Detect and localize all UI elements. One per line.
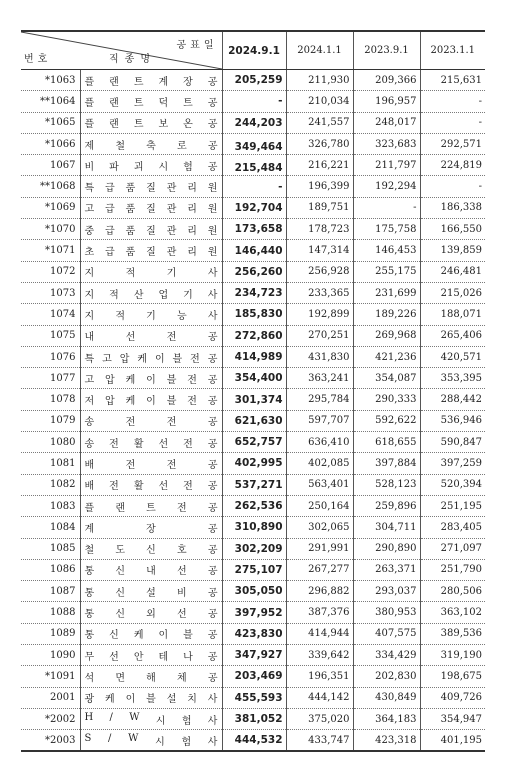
job-name-text: 배 전 활 선 전 공: [84, 481, 218, 493]
job-name-text: 무 선 안 테 나 공: [84, 651, 218, 663]
job-code: 1082: [21, 474, 80, 495]
column-header-2023-1-1: 2023.1.1: [420, 31, 485, 70]
wage-2024-9-1: 381,052: [222, 708, 286, 729]
wage-2024-1-1: 636,410: [286, 432, 353, 453]
job-name-text: 통 신 케 이 블 공: [84, 630, 218, 642]
wage-2023-9-1: 263,371: [353, 559, 420, 580]
job-code: 1089: [21, 623, 80, 644]
wage-2024-9-1: 354,400: [222, 368, 286, 389]
wage-2023-1-1: 186,338: [420, 197, 485, 218]
job-name: [80, 70, 222, 91]
table-row: [21, 261, 485, 282]
wage-2024-1-1: 302,065: [286, 517, 353, 538]
wage-2024-1-1: 291,991: [286, 538, 353, 559]
job-code: 1088: [21, 602, 80, 623]
wage-2023-1-1: 292,571: [420, 133, 485, 154]
table-row: [21, 730, 485, 751]
job-code: *2002: [21, 708, 80, 729]
wage-2024-9-1: -: [222, 91, 286, 112]
wage-2023-1-1: 409,726: [420, 687, 485, 708]
number-label: 번호: [24, 54, 52, 65]
table-row: [21, 282, 485, 303]
job-name-text: 제 철 축 로 공: [84, 140, 218, 152]
wage-2023-1-1: 251,195: [420, 495, 485, 516]
job-code: *1063: [21, 70, 80, 91]
job-name-text: 고 압 케 이 블 전 공: [84, 374, 218, 386]
job-code: 1083: [21, 495, 80, 516]
job-name-text: 플 랜 트 계 장 공: [84, 76, 218, 88]
job-name: [80, 368, 222, 389]
job-code: *1066: [21, 133, 80, 154]
wage-2023-9-1: 290,890: [353, 538, 420, 559]
job-name-text: 플 랜 트 전 공: [84, 502, 218, 514]
wage-2024-9-1: 347,927: [222, 645, 286, 666]
job-name: [80, 453, 222, 474]
wage-2023-9-1: 211,797: [353, 155, 420, 176]
job-name: [80, 581, 222, 602]
table-row: [21, 155, 485, 176]
wage-2023-1-1: 224,819: [420, 155, 485, 176]
job-code: 1080: [21, 432, 80, 453]
wage-2023-1-1: 397,259: [420, 453, 485, 474]
wage-2024-9-1: 192,704: [222, 197, 286, 218]
job-code: *1071: [21, 240, 80, 261]
table-row: [21, 176, 485, 197]
job-code: 1078: [21, 389, 80, 410]
job-name: [80, 304, 222, 325]
wage-2024-1-1: 211,930: [286, 70, 353, 91]
job-code: **1064: [21, 91, 80, 112]
job-name-text: H / W 시 험 사: [84, 711, 218, 727]
job-name-text: 플 랜 트 덕 트 공: [84, 97, 218, 109]
wage-2024-1-1: 363,241: [286, 368, 353, 389]
wage-2023-9-1: 528,123: [353, 474, 420, 495]
wage-2023-1-1: 166,550: [420, 219, 485, 240]
wage-2023-9-1: 354,087: [353, 368, 420, 389]
job-name-text: 지 적 산 업 기 사: [84, 289, 218, 301]
job-code: 1075: [21, 325, 80, 346]
job-name: [80, 474, 222, 495]
job-code: 1084: [21, 517, 80, 538]
job-name-text: 지 적 기 사: [84, 268, 218, 280]
diagonal-header-cell: [21, 31, 222, 70]
job-name-text: 철 도 신 호 공: [84, 545, 218, 557]
column-header-2024-1-1: 2024.1.1: [286, 31, 353, 70]
wage-2023-9-1: 430,849: [353, 687, 420, 708]
wage-2024-1-1: 196,399: [286, 176, 353, 197]
wage-2024-9-1: 621,630: [222, 410, 286, 431]
wage-2024-9-1: 302,209: [222, 538, 286, 559]
wage-2023-9-1: 407,575: [353, 623, 420, 644]
wage-2023-9-1: 269,968: [353, 325, 420, 346]
job-code: *1070: [21, 219, 80, 240]
wage-2024-1-1: 431,830: [286, 346, 353, 367]
job-name-text: 특 급 품 질 관 리 원: [84, 183, 218, 195]
table-row: [21, 645, 485, 666]
job-name: [80, 197, 222, 218]
job-code: 1077: [21, 368, 80, 389]
job-name: [80, 261, 222, 282]
wage-2024-9-1: 244,203: [222, 112, 286, 133]
wage-2024-9-1: 203,469: [222, 666, 286, 687]
job-code: *1069: [21, 197, 80, 218]
job-code: 1067: [21, 155, 80, 176]
table-header-row: [21, 31, 485, 70]
table-row: [21, 410, 485, 431]
job-name-text: 통 신 내 선 공: [84, 566, 218, 578]
job-name-text: 비 파 괴 시 험 공: [84, 161, 218, 173]
wage-2024-1-1: 250,164: [286, 495, 353, 516]
job-code: *2003: [21, 730, 80, 751]
job-name-label: 직종명: [109, 54, 156, 65]
wage-2023-1-1: 353,395: [420, 368, 485, 389]
job-code: **1068: [21, 176, 80, 197]
wage-2023-1-1: -: [420, 112, 485, 133]
table-row: [21, 91, 485, 112]
wage-2023-1-1: 265,406: [420, 325, 485, 346]
job-code: 1074: [21, 304, 80, 325]
table-row: [21, 240, 485, 261]
table-row: [21, 432, 485, 453]
wage-2024-9-1: 397,952: [222, 602, 286, 623]
wage-2024-9-1: 262,536: [222, 495, 286, 516]
job-name-text: 송 전 전 공: [84, 417, 218, 429]
wage-2023-9-1: 380,953: [353, 602, 420, 623]
job-name-text: 배 전 전 공: [84, 459, 218, 471]
table-body: [21, 70, 485, 752]
wage-2023-1-1: 590,847: [420, 432, 485, 453]
table-row: [21, 687, 485, 708]
wage-2023-9-1: 255,175: [353, 261, 420, 282]
job-name: [80, 666, 222, 687]
wage-2023-9-1: 259,896: [353, 495, 420, 516]
job-code: *1065: [21, 112, 80, 133]
job-name: [80, 155, 222, 176]
wage-2024-1-1: 267,277: [286, 559, 353, 580]
job-name-text: S / W 시 험 사: [84, 732, 218, 748]
table-row: [21, 559, 485, 580]
wage-2023-1-1: 246,481: [420, 261, 485, 282]
wage-2024-1-1: 597,707: [286, 410, 353, 431]
job-name: [80, 602, 222, 623]
wage-2024-9-1: 256,260: [222, 261, 286, 282]
wage-2024-1-1: 326,780: [286, 133, 353, 154]
job-name: [80, 282, 222, 303]
wage-2024-9-1: 301,374: [222, 389, 286, 410]
table-row: [21, 368, 485, 389]
wage-2024-1-1: 563,401: [286, 474, 353, 495]
job-name: [80, 730, 222, 751]
wage-2023-9-1: 189,226: [353, 304, 420, 325]
job-name-text: 통 신 외 선 공: [84, 609, 218, 621]
wage-2024-9-1: 444,532: [222, 730, 286, 751]
table-row: [21, 581, 485, 602]
wage-2023-1-1: 288,442: [420, 389, 485, 410]
job-name: [80, 91, 222, 112]
job-name-text: 중 급 품 질 관 리 원: [84, 225, 218, 237]
table-row: [21, 474, 485, 495]
table-row: [21, 346, 485, 367]
wage-2023-9-1: 421,236: [353, 346, 420, 367]
job-name-text: 송 전 활 선 전 공: [84, 438, 218, 450]
wage-2023-1-1: 139,859: [420, 240, 485, 261]
job-name: [80, 240, 222, 261]
job-name: [80, 645, 222, 666]
wage-2024-1-1: 147,314: [286, 240, 353, 261]
wage-2023-9-1: 209,366: [353, 70, 420, 91]
wage-table-container: [21, 30, 485, 752]
table-row: [21, 219, 485, 240]
wage-2024-1-1: 402,085: [286, 453, 353, 474]
job-code: 2001: [21, 687, 80, 708]
job-name-text: 내 선 전 공: [84, 332, 218, 344]
wage-2023-1-1: -: [420, 176, 485, 197]
table-row: [21, 304, 485, 325]
wage-2024-9-1: 275,107: [222, 559, 286, 580]
wage-2023-1-1: 198,675: [420, 666, 485, 687]
wage-2024-9-1: 349,464: [222, 133, 286, 154]
wage-2024-1-1: 414,944: [286, 623, 353, 644]
table-row: [21, 325, 485, 346]
wage-2023-1-1: 271,097: [420, 538, 485, 559]
wage-2024-9-1: -: [222, 176, 286, 197]
wage-2024-9-1: 537,271: [222, 474, 286, 495]
table-row: [21, 453, 485, 474]
table-row: [21, 666, 485, 687]
table-row: [21, 70, 485, 91]
table-row: [21, 389, 485, 410]
job-name: [80, 495, 222, 516]
job-name-text: 초 급 품 질 관 리 원: [84, 247, 218, 259]
wage-2023-9-1: 334,429: [353, 645, 420, 666]
wage-2023-9-1: 397,884: [353, 453, 420, 474]
wage-2024-9-1: 205,259: [222, 70, 286, 91]
wage-table: [21, 30, 485, 752]
table-row: [21, 623, 485, 644]
wage-2024-1-1: 241,557: [286, 112, 353, 133]
wage-2023-9-1: 248,017: [353, 112, 420, 133]
job-name: [80, 410, 222, 431]
wage-2024-1-1: 256,928: [286, 261, 353, 282]
job-code: 1085: [21, 538, 80, 559]
job-name-text: 통 신 설 비 공: [84, 587, 218, 599]
wage-2024-9-1: 310,890: [222, 517, 286, 538]
column-header-2023-9-1: 2023.9.1: [353, 31, 420, 70]
job-name: [80, 687, 222, 708]
job-name: [80, 432, 222, 453]
job-name: [80, 219, 222, 240]
wage-2024-1-1: 210,034: [286, 91, 353, 112]
wage-2024-1-1: 192,899: [286, 304, 353, 325]
wage-2023-1-1: 215,631: [420, 70, 485, 91]
table-row: [21, 495, 485, 516]
wage-2024-9-1: 185,830: [222, 304, 286, 325]
job-name-text: 특 고 압 케 이 블 전 공: [84, 353, 218, 365]
wage-2023-1-1: 389,536: [420, 623, 485, 644]
wage-2023-9-1: 323,683: [353, 133, 420, 154]
wage-2023-1-1: 188,071: [420, 304, 485, 325]
table-row: [21, 197, 485, 218]
wage-2024-1-1: 296,882: [286, 581, 353, 602]
job-code: 1081: [21, 453, 80, 474]
table-row: [21, 112, 485, 133]
table-row: [21, 602, 485, 623]
wage-2023-9-1: 293,037: [353, 581, 420, 602]
wage-2024-9-1: 652,757: [222, 432, 286, 453]
job-code: *1091: [21, 666, 80, 687]
wage-2023-1-1: 354,947: [420, 708, 485, 729]
table-row: [21, 133, 485, 154]
wage-2024-1-1: 178,723: [286, 219, 353, 240]
wage-2024-9-1: 215,484: [222, 155, 286, 176]
wage-2023-1-1: 363,102: [420, 602, 485, 623]
wage-2023-9-1: 231,699: [353, 282, 420, 303]
job-code: 1086: [21, 559, 80, 580]
job-name-text: 석 면 해 체 공: [84, 672, 218, 684]
job-name-text: 고 급 품 질 관 리 원: [84, 204, 218, 216]
wage-2023-9-1: 202,830: [353, 666, 420, 687]
job-name-text: 계 장 공: [84, 523, 218, 535]
wage-2024-1-1: 295,784: [286, 389, 353, 410]
job-code: 1073: [21, 282, 80, 303]
column-header-2024-9-1: 2024.9.1: [222, 31, 286, 70]
wage-2023-1-1: 319,190: [420, 645, 485, 666]
job-name: [80, 112, 222, 133]
job-name-text: 저 압 케 이 블 전 공: [84, 396, 218, 408]
wage-2024-1-1: 196,351: [286, 666, 353, 687]
wage-2023-9-1: 175,758: [353, 219, 420, 240]
job-name: [80, 708, 222, 729]
wage-2023-9-1: 304,711: [353, 517, 420, 538]
job-name: [80, 389, 222, 410]
wage-2023-1-1: 283,405: [420, 517, 485, 538]
job-name-text: 지 적 기 능 사: [84, 310, 218, 322]
wage-2024-1-1: 339,642: [286, 645, 353, 666]
wage-2024-1-1: 233,365: [286, 282, 353, 303]
job-name: [80, 559, 222, 580]
table-row: [21, 517, 485, 538]
wage-2023-9-1: 146,453: [353, 240, 420, 261]
wage-2024-1-1: 375,020: [286, 708, 353, 729]
wage-2024-1-1: 433,747: [286, 730, 353, 751]
table-row: [21, 538, 485, 559]
announce-date-label: 공표일: [176, 40, 218, 51]
wage-2023-1-1: 251,790: [420, 559, 485, 580]
job-code: 1090: [21, 645, 80, 666]
wage-2023-9-1: 618,655: [353, 432, 420, 453]
wage-2024-9-1: 402,995: [222, 453, 286, 474]
wage-2023-9-1: 196,957: [353, 91, 420, 112]
job-name: [80, 346, 222, 367]
wage-2024-9-1: 146,440: [222, 240, 286, 261]
wage-2024-9-1: 173,658: [222, 219, 286, 240]
wage-2023-1-1: 280,506: [420, 581, 485, 602]
wage-2023-9-1: 290,333: [353, 389, 420, 410]
job-name: [80, 176, 222, 197]
job-name: [80, 623, 222, 644]
job-name: [80, 517, 222, 538]
wage-2024-1-1: 216,221: [286, 155, 353, 176]
wage-2024-9-1: 423,830: [222, 623, 286, 644]
wage-2023-1-1: 520,394: [420, 474, 485, 495]
wage-2024-9-1: 234,723: [222, 282, 286, 303]
wage-2024-9-1: 272,860: [222, 325, 286, 346]
wage-2023-9-1: 592,622: [353, 410, 420, 431]
wage-2023-1-1: -: [420, 91, 485, 112]
job-code: 1072: [21, 261, 80, 282]
job-name: [80, 538, 222, 559]
job-code: 1076: [21, 346, 80, 367]
job-code: 1079: [21, 410, 80, 431]
wage-2024-1-1: 270,251: [286, 325, 353, 346]
wage-2023-1-1: 420,571: [420, 346, 485, 367]
wage-2023-1-1: 536,946: [420, 410, 485, 431]
wage-2023-9-1: 192,294: [353, 176, 420, 197]
table-row: [21, 708, 485, 729]
wage-2023-9-1: 423,318: [353, 730, 420, 751]
job-name-text: 광 케 이 블 설 치 사: [84, 694, 218, 706]
wage-2024-9-1: 414,989: [222, 346, 286, 367]
wage-2024-9-1: 455,593: [222, 687, 286, 708]
wage-2023-9-1: 364,183: [353, 708, 420, 729]
wage-2024-1-1: 444,142: [286, 687, 353, 708]
job-name: [80, 325, 222, 346]
job-name-text: 플 랜 트 보 온 공: [84, 119, 218, 131]
job-name: [80, 133, 222, 154]
wage-2023-9-1: -: [353, 197, 420, 218]
wage-2024-1-1: 387,376: [286, 602, 353, 623]
job-code: 1087: [21, 581, 80, 602]
wage-2023-1-1: 401,195: [420, 730, 485, 751]
wage-2024-9-1: 305,050: [222, 581, 286, 602]
wage-2024-1-1: 189,751: [286, 197, 353, 218]
wage-2023-1-1: 215,026: [420, 282, 485, 303]
